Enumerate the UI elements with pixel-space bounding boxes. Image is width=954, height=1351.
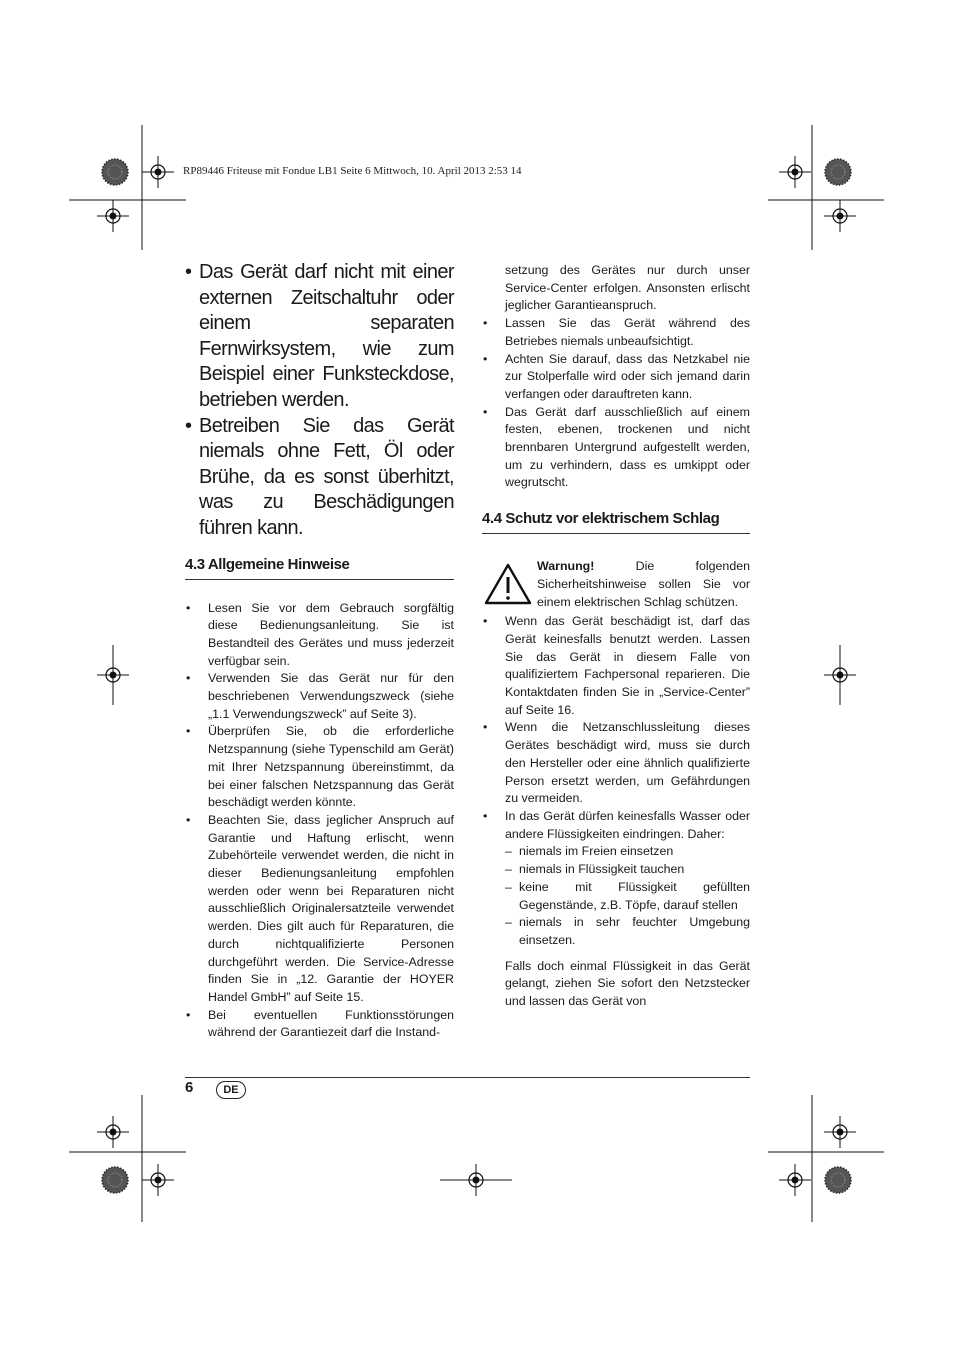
- color-target-icon: [102, 159, 128, 185]
- registration-mark-icon: [97, 200, 129, 232]
- list-item: • Überprüfen Sie, ob die erforderliche Netzspannung (siehe Typenschild am Gerät) mit Ihrer Netzspannung übereinstimmt, da bei einer falschen Netzspannung das Gerät beschädigt werden könnte.: [185, 723, 454, 812]
- list-item: • Lassen Sie das Gerät während des Betriebes niemals unbeaufsichtigt.: [482, 315, 750, 350]
- list-item: • Wenn die Netzanschlussleitung dieses Gerätes beschädigt wird, muss sie durch den Hersteller oder eine ähnlich qualifizierte Person ersetzt werden, um Gefährdungen zu vermeiden.: [482, 719, 750, 808]
- intro-item: • Das Gerät darf nicht mit einer externen Zeitschaltuhr oder einem separaten Fernwirksystem, wie zum Beispiel einer Funksteckdose, betrieben werden.: [185, 260, 454, 414]
- sub-item: – niemals in sehr feuchter Umgebung einsetzen.: [505, 914, 750, 949]
- language-badge: DE: [216, 1081, 246, 1099]
- general-notes-list-continued: [482, 315, 750, 492]
- general-notes-list: [185, 600, 454, 1043]
- list-item: • Wenn das Gerät beschädigt ist, darf das Gerät keinesfalls benutzt werden. Lassen Sie das Gerät in diesem Falle von qualifiziertem Fachpersonal reparieren. Die Kontaktdaten finden Sie in „Service-Center” auf Seite 16.: [482, 613, 750, 719]
- sub-item: – keine mit Flüssigkeit gefüllten Gegenstände, z.B. Töpfe, darauf stellen: [505, 879, 750, 914]
- section-heading-4-3: 4.3 Allgemeine Hinweise: [185, 556, 454, 580]
- section-heading-4-4: 4.4 Schutz vor elektrischem Schlag: [482, 510, 750, 534]
- intro-item: • Betreiben Sie das Gerät niemals ohne Fett, Öl oder Brühe, da es sonst überhitzt, was zu Beschädigungen führen kann.: [185, 414, 454, 542]
- list-item: • Verwenden Sie das Gerät nur für den beschriebenen Verwendungszweck (siehe „1.1 Verwendungszweck” auf Seite 3).: [185, 670, 454, 723]
- color-target-icon: [825, 1167, 851, 1193]
- registration-mark-icon: [142, 1164, 174, 1196]
- warning-text: Die folgenden Sicherheitshinweise sollen Sie vor einem elektrischen Schlag schützen.: [537, 559, 750, 609]
- registration-mark-icon: [824, 1116, 856, 1148]
- sub-item: – niemals im Freien einsetzen: [505, 843, 750, 861]
- warning-triangle-icon: [484, 562, 532, 606]
- left-column: [185, 260, 454, 1042]
- water-followup: Falls doch einmal Flüssigkeit in das Gerät gelangt, ziehen Sie sofort den Netzstecker und lassen das Gerät von: [505, 958, 750, 1009]
- registration-mark-icon: [97, 659, 129, 691]
- registration-mark-icon: [779, 156, 811, 188]
- registration-mark-icon: [142, 156, 174, 188]
- registration-mark-icon: [824, 200, 856, 232]
- color-target-icon: [102, 1167, 128, 1193]
- page-number: 6: [185, 1079, 194, 1096]
- water-sub-list: [505, 843, 750, 949]
- list-item: • Bei eventuellen Funktionsstörungen während der Garantiezeit darf die Instand-: [185, 1007, 454, 1042]
- footer-rule: [185, 1077, 750, 1078]
- registration-mark-icon: [779, 1164, 811, 1196]
- list-item: • Achten Sie darauf, dass das Netzkabel nie zur Stolperfalle wird oder sich jemand darin verfangen oder darauftreten kann.: [482, 351, 750, 404]
- registration-mark-icon: [460, 1164, 492, 1196]
- list-item: • Lesen Sie vor dem Gebrauch sorgfältig diese Bedienungsanleitung. Sie ist Bestandteil des Gerätes und muss jederzeit verfügbar sein.: [185, 600, 454, 671]
- warning-label: Warnung!: [537, 559, 595, 574]
- intro-list: [185, 260, 454, 542]
- registration-mark-icon: [97, 1116, 129, 1148]
- list-item-continuation: setzung des Gerätes nur durch unser Service-Center erfolgen. Ansonsten erlischt jeglicher Garantieanspruch.: [505, 263, 750, 313]
- warning-text-block: [537, 558, 750, 611]
- list-item-water: [482, 808, 750, 1011]
- sub-item: – niemals in Flüssigkeit tauchen: [505, 861, 750, 879]
- warning-box: [482, 558, 750, 611]
- list-item: • Beachten Sie, dass jeglicher Anspruch auf Garantie und Haftung erlischt, wenn Zubehörteile verwendet werden, die nicht in dieser Bedienungsanleitung empfohlen werden oder wenn bei Reparaturen nicht ausschließlich Originalersatzteile verwendet werden. Dies gilt auch für Reparaturen, die durch nichtqualifizierte Personen durchgeführt werden. Die Service-Adresse finden Sie in „12. Garantie der HOYER Handel GmbH” auf Seite 15.: [185, 812, 454, 1007]
- water-item-text: In das Gerät dürfen keinesfalls Wasser oder andere Flüssigkeiten eindringen. Daher:: [505, 808, 750, 841]
- color-target-icon: [825, 159, 851, 185]
- right-column: [482, 262, 750, 1011]
- print-slug: RP89446 Friteuse mit Fondue LB1 Seite 6 Mittwoch, 10. April 2013 2:53 14: [183, 165, 522, 177]
- registration-mark-icon: [824, 659, 856, 691]
- electric-shock-list: [482, 613, 750, 1010]
- list-item: • Das Gerät darf ausschließlich auf einem festen, ebenen, trockenen und nicht brennbaren Untergrund aufgestellt werden, um zu verhindern, dass es umkippt oder wegrutscht.: [482, 404, 750, 493]
